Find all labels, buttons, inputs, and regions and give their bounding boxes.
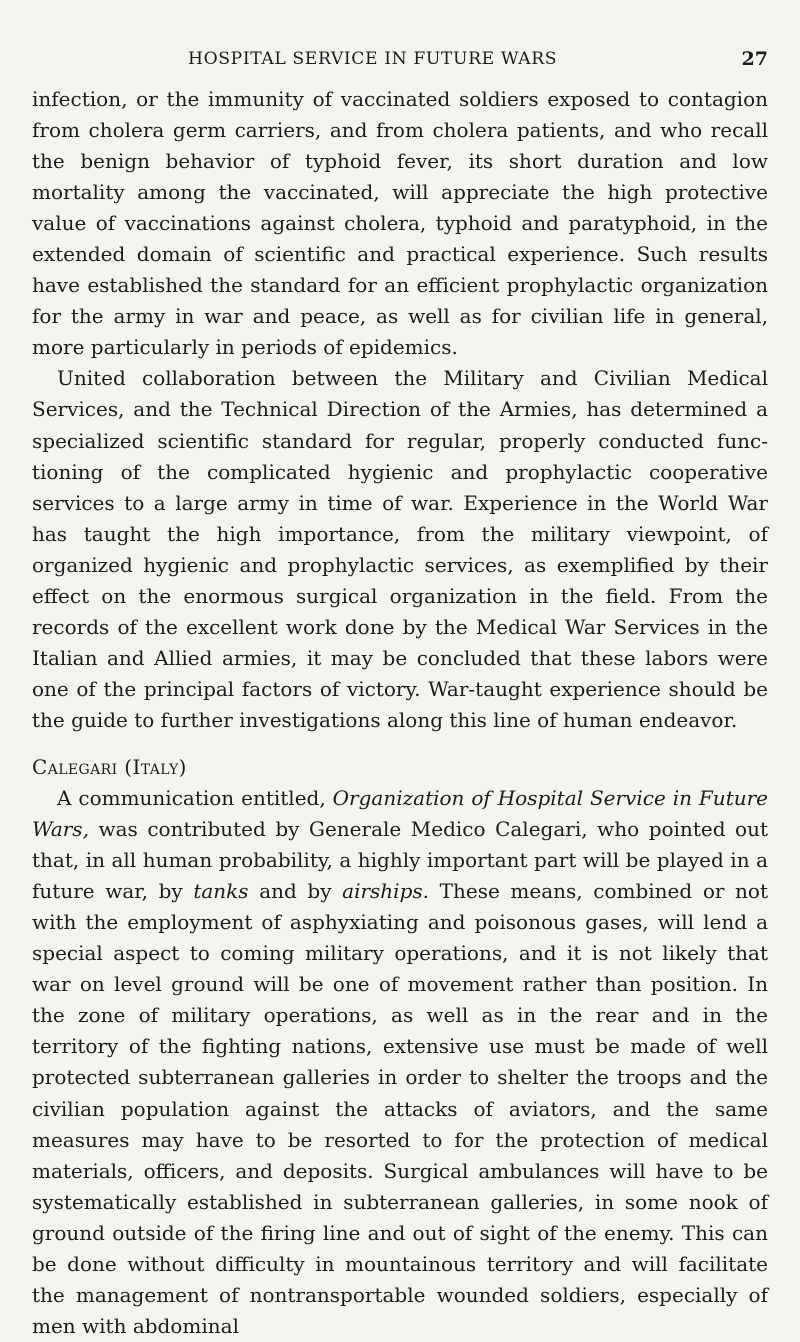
emphasis-airships: airships. <box>342 879 430 904</box>
running-header-title: HOSPITAL SERVICE IN FUTURE WARS <box>188 49 558 69</box>
paragraph-text-segment: was contributed by Generale Medico Calegari, who pointed out that, in all human probability, a highly important part will be played in a future war, by <box>32 817 768 904</box>
paragraph-vaccination-results: infection, or the immunity of vaccinated soldiers exposed to contagion from cholera germ carriers, and from cholera patients, and who recall the benign behavior of typhoid fever, its short duration and low mortality among the vaccinated, will appreciate the high protective value of vaccinations against cholera, typhoid and paratyphoid, in the extended domain of scientific and practical experience. Such results have established the standard for an efficient prophylactic organization for the army in war and peace, as well as for civilian life in general, more particularly in periods of epidemics. <box>32 87 768 360</box>
communication-title: Organization of Hospital Service in Future Wars, <box>32 786 769 842</box>
calegari-section <box>32 752 768 1342</box>
paragraph-united-collaboration: United collaboration between the Military and Civilian Medical Services, and the Technical Direction of the Armies, has determined a specialized scientific standard for regular, properly conducted functioning of the complicated hygienic and prophylactic cooperative services to a large army in time of war. Experience in the World War has taught the high importance, from the military viewpoint, of organized hygienic and prophylactic services, as exemplified by their effect on the enormous surgical organization in the field. From the records of the excellent work done by the Medical War Services in the Italian and Allied armies, it may be concluded that these labors were one of the principal factors of victory. War-taught experience should be the guide to further investigations along this line of human endeavor. <box>32 366 768 732</box>
body-text <box>32 84 768 1342</box>
section-heading: Calegari (Italy) <box>32 754 187 779</box>
paragraph-text-segment: and by <box>248 879 343 904</box>
paragraph-text-segment: A communication entitled, <box>57 786 333 811</box>
emphasis-tanks: tanks <box>193 879 249 904</box>
paragraph-calegari-communication <box>32 783 768 1342</box>
paragraph-text-segment: These means, combined or not with the employment of asphyxiating and poisonous gases, will lend a special aspect to coming military operations, and it is not likely that war on level ground will be one of movement rather than position. In the zone of military operations, as well as in the rear and in the territory of the fighting nations, extensive use must be made of well protected subterranean galleries in order to shelter the troops and the civilian population against the attacks of aviators, and the same measures may have to be resorted to for the protection of medical materials, officers, and deposits. Surgical ambulances will have to be systematically established in subterranean galleries, in some nook of ground outside of the firing line and out of sight of the enemy. This can be done without difficulty in mountainous territory and will facilitate the management of nontransportable wounded soldiers, especially of men with abdominal <box>32 879 768 1338</box>
page-number: 27 <box>741 48 768 70</box>
running-header <box>0 49 800 73</box>
